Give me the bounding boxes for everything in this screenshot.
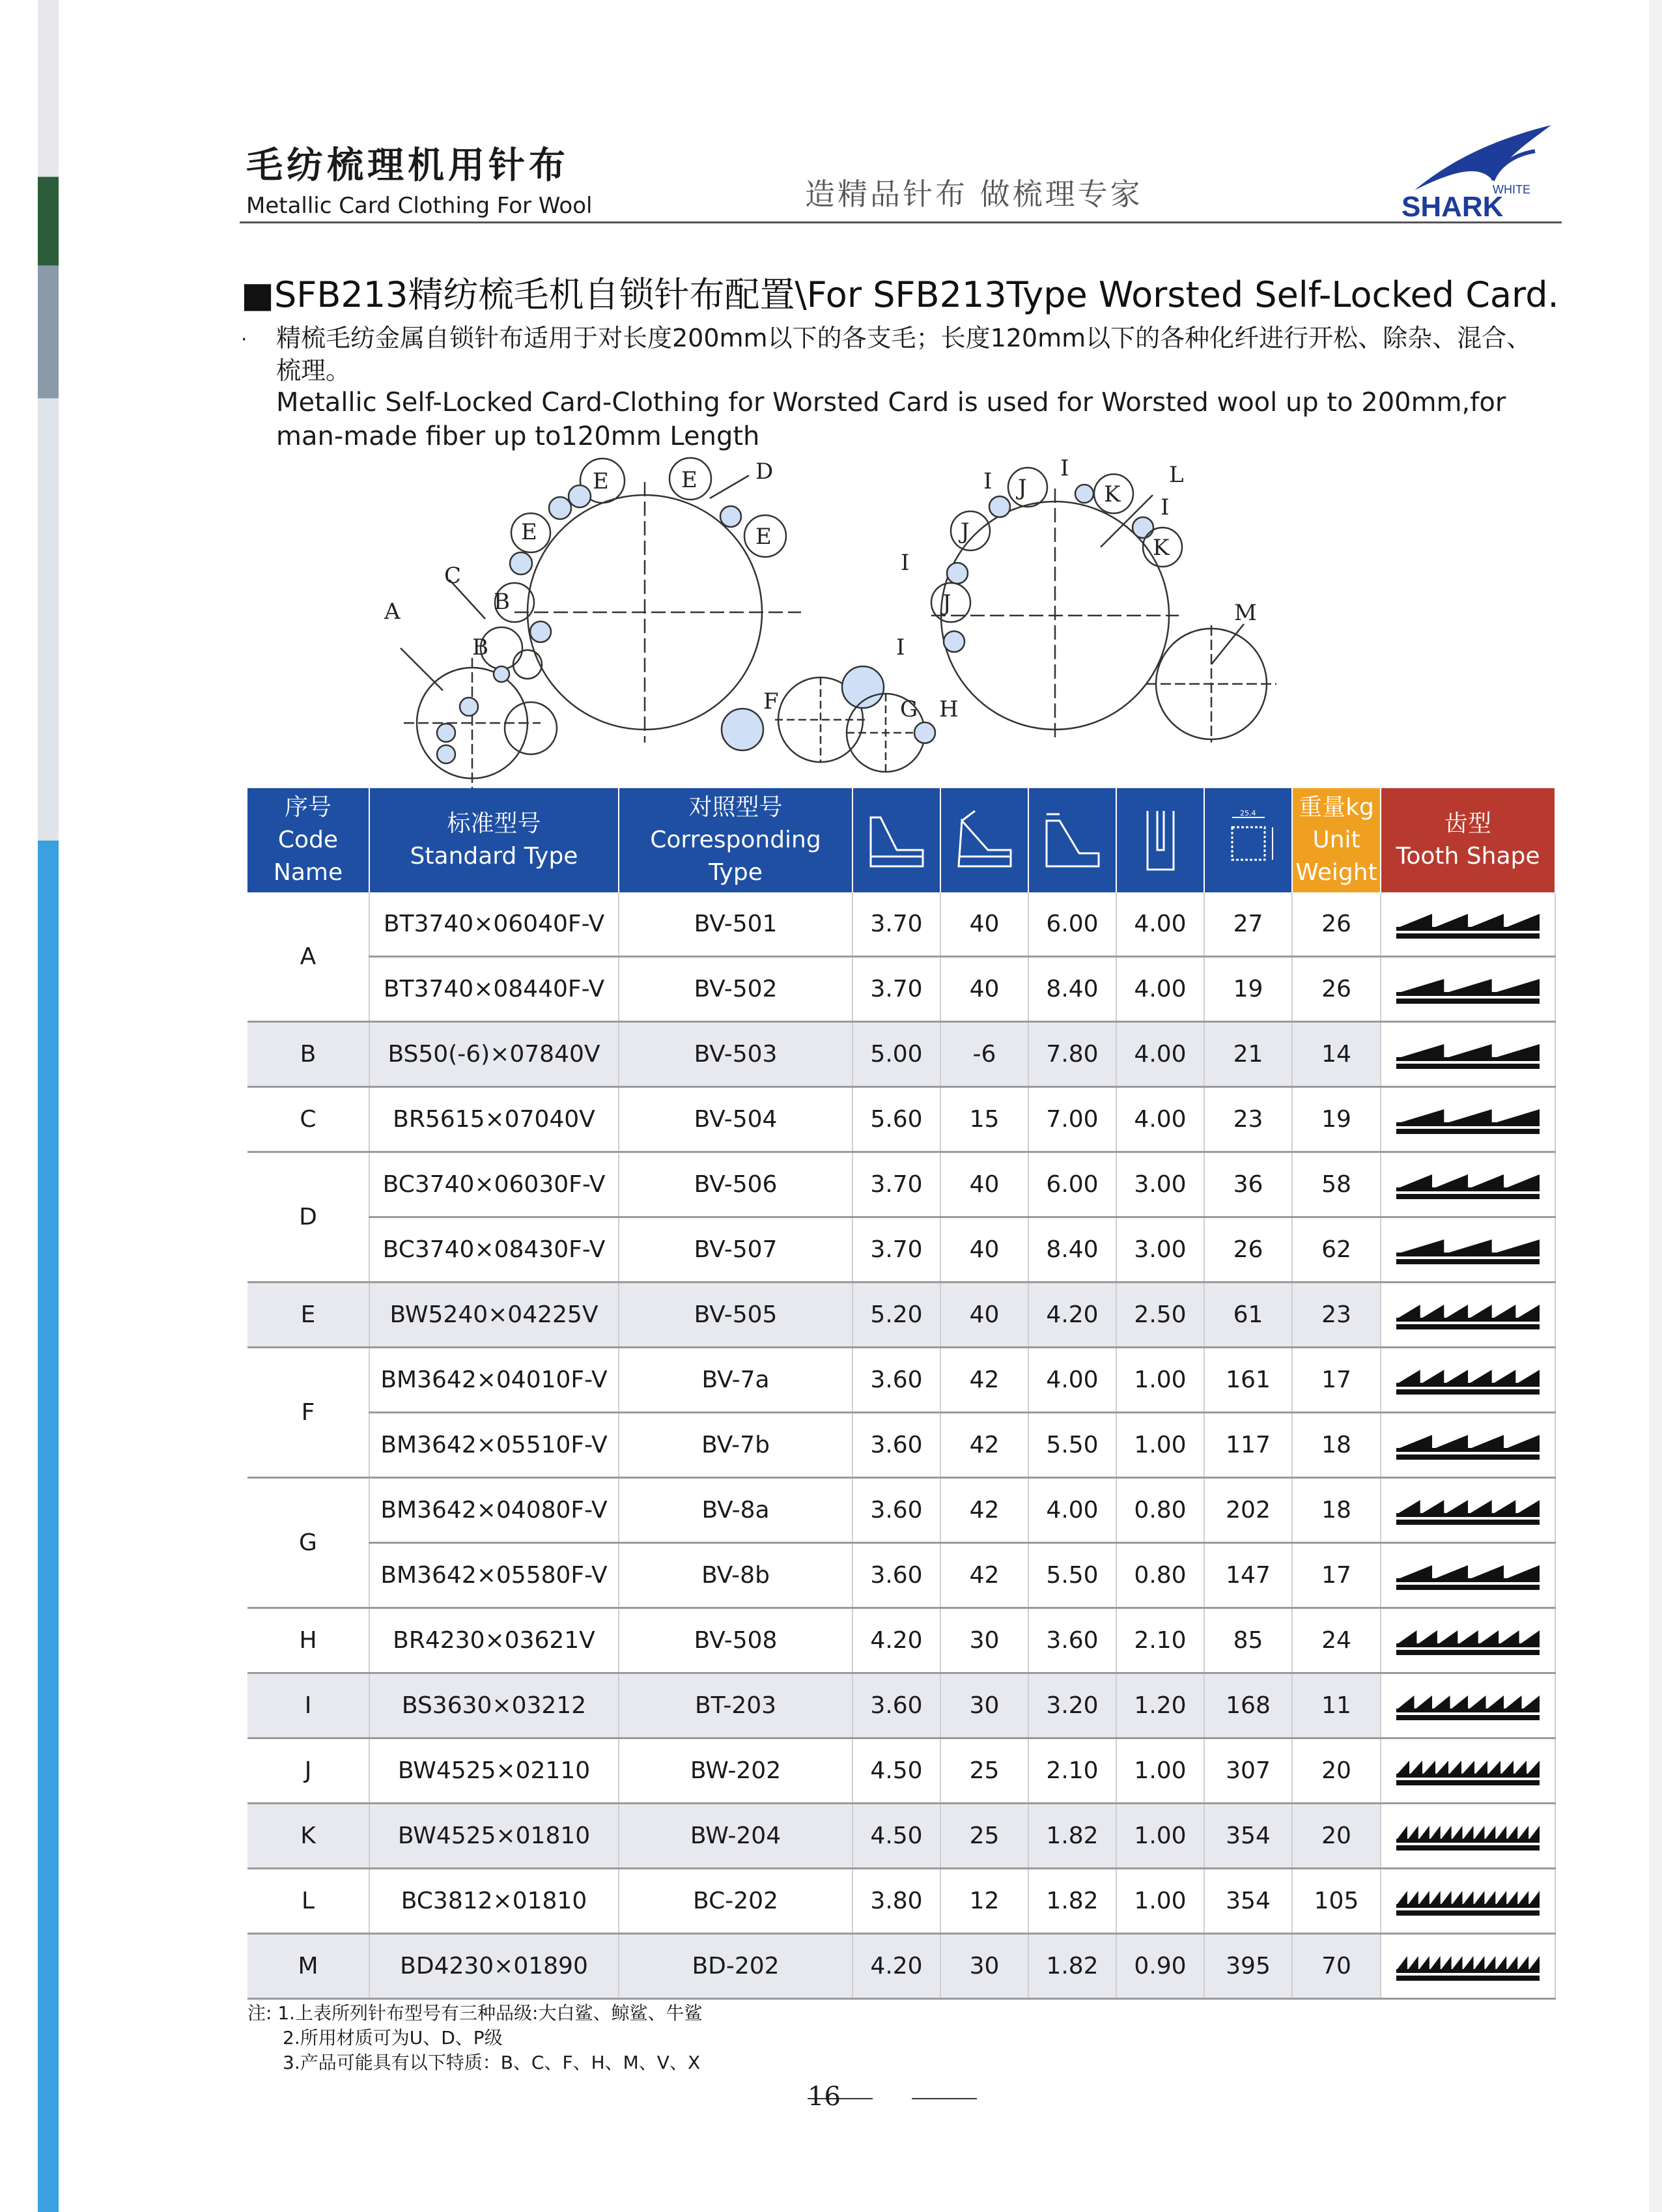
cell-standard-type: BS50(-6)×07840V (369, 1022, 619, 1087)
cell-angle: 30 (940, 1608, 1028, 1673)
svg-text:A: A (384, 599, 401, 625)
cell-density: 354 (1204, 1804, 1292, 1869)
cell-density: 147 (1204, 1543, 1292, 1608)
cell-angle: 25 (940, 1804, 1028, 1869)
cell-w: 3.00 (1116, 1152, 1204, 1217)
cell-pitch: 3.20 (1028, 1673, 1116, 1738)
svg-text:E: E (755, 524, 772, 550)
cell-h: 3.60 (852, 1348, 940, 1413)
tooth-shape-icon (1396, 905, 1540, 944)
tooth-shape-icon (1396, 1491, 1540, 1530)
cell-pitch: 4.20 (1028, 1283, 1116, 1348)
cell-tooth-shape (1381, 1087, 1555, 1152)
svg-text:G: G (900, 696, 918, 722)
cell-tooth-shape (1381, 1608, 1555, 1673)
cell-w: 0.80 (1116, 1543, 1204, 1608)
page-number-rule-right (912, 2098, 977, 2099)
cell-weight: 17 (1292, 1543, 1381, 1608)
table-row (247, 1022, 1555, 1087)
cell-ref: BW-204 (619, 1804, 852, 1869)
svg-text:K: K (1153, 535, 1170, 561)
cell-w: 4.00 (1116, 1022, 1204, 1087)
cell-ref: BD-202 (619, 1934, 852, 1999)
cell-density: 21 (1204, 1022, 1292, 1087)
cell-density: 19 (1204, 957, 1292, 1022)
cell-angle: 12 (940, 1869, 1028, 1934)
header-density-icon (1204, 788, 1292, 892)
svg-text:I: I (983, 468, 993, 494)
cell-ref: BV-8a (619, 1478, 852, 1543)
cell-angle: 40 (940, 1217, 1028, 1283)
cell-ref: BV-7b (619, 1413, 852, 1478)
cell-angle: 42 (940, 1413, 1028, 1478)
cell-standard-type: BM3642×05580F-V (369, 1543, 619, 1608)
cell-w: 2.50 (1116, 1283, 1204, 1348)
cell-ref: BV-7a (619, 1348, 852, 1413)
table-row (247, 1804, 1555, 1869)
table-row (247, 1152, 1555, 1217)
tooth-shape-icon (1396, 1426, 1540, 1465)
cell-w: 3.00 (1116, 1217, 1204, 1283)
svg-text:J: J (942, 590, 951, 616)
cell-code: H (247, 1608, 369, 1673)
tooth-shape-icon (1396, 1100, 1540, 1139)
cell-weight: 17 (1292, 1348, 1381, 1413)
svg-text:I: I (1060, 455, 1069, 481)
cell-code: F (247, 1348, 369, 1478)
table-row (247, 957, 1555, 1022)
svg-text:I: I (896, 634, 905, 660)
cell-weight: 26 (1292, 892, 1381, 957)
cell-density: 85 (1204, 1608, 1292, 1673)
cell-weight: 14 (1292, 1022, 1381, 1087)
cell-w: 1.20 (1116, 1673, 1204, 1738)
cell-code: B (247, 1022, 369, 1087)
cell-density: 395 (1204, 1934, 1292, 1999)
cell-ref: BV-502 (619, 957, 852, 1022)
cell-h: 5.60 (852, 1087, 940, 1152)
cell-tooth-shape (1381, 1804, 1555, 1869)
cell-h: 3.60 (852, 1478, 940, 1543)
cell-density: 61 (1204, 1283, 1292, 1348)
cell-pitch: 5.50 (1028, 1413, 1116, 1478)
cell-h: 3.70 (852, 957, 940, 1022)
header-code: 序号 Code Name (247, 788, 369, 892)
card-machine-diagram (365, 449, 1289, 788)
cell-code: M (247, 1934, 369, 1999)
cell-standard-type: BW4525×01810 (369, 1804, 619, 1869)
cell-code: K (247, 1804, 369, 1869)
cell-tooth-shape (1381, 1283, 1555, 1348)
header-corresponding: 对照型号 Corresponding Type (619, 788, 852, 892)
cell-standard-type: BT3740×08440F-V (369, 957, 619, 1022)
cell-ref: BV-508 (619, 1608, 852, 1673)
header-title-cn: 毛纺梳理机用针布 (246, 144, 569, 187)
cell-standard-type: BM3642×04010F-V (369, 1348, 619, 1413)
cell-tooth-shape (1381, 892, 1555, 957)
cell-pitch: 7.80 (1028, 1022, 1116, 1087)
cell-h: 3.70 (852, 1217, 940, 1283)
tooth-shape-icon (1396, 1165, 1540, 1204)
cell-weight: 58 (1292, 1152, 1381, 1217)
table-row (247, 1869, 1555, 1934)
cell-standard-type: BM3642×04080F-V (369, 1478, 619, 1543)
cell-ref: BT-203 (619, 1673, 852, 1738)
table-row (247, 892, 1555, 957)
cell-w: 4.00 (1116, 957, 1204, 1022)
cell-angle: 25 (940, 1738, 1028, 1804)
intro-cn: 精梳毛纺金属自锁针布适用于对长度200mm以下的各支毛；长度120mm以下的各种化纤进行开松、除杂、混合、梳理。 (276, 324, 1532, 385)
footnotes (247, 2001, 703, 2075)
cell-angle: 40 (940, 892, 1028, 957)
cell-standard-type: BS3630×03212 (369, 1673, 619, 1738)
cell-h: 3.60 (852, 1543, 940, 1608)
table-row (247, 1738, 1555, 1804)
cell-density: 117 (1204, 1413, 1292, 1478)
cell-tooth-shape (1381, 1543, 1555, 1608)
tooth-shape-icon (1396, 1230, 1540, 1269)
cell-weight: 11 (1292, 1673, 1381, 1738)
svg-text:J: J (961, 518, 970, 545)
cell-pitch: 7.00 (1028, 1087, 1116, 1152)
cell-tooth-shape (1381, 1348, 1555, 1413)
logo-top-text: WHITE (1493, 183, 1530, 196)
header-angle-icon (940, 788, 1028, 892)
cell-h: 3.60 (852, 1413, 940, 1478)
table-row (247, 1283, 1555, 1348)
cell-tooth-shape (1381, 1478, 1555, 1543)
cell-density: 23 (1204, 1087, 1292, 1152)
cell-tooth-shape (1381, 1022, 1555, 1087)
cell-standard-type: BC3740×08430F-V (369, 1217, 619, 1283)
note-2: 2.所用材质可为U、D、P级 (283, 2027, 503, 2049)
svg-text:L: L (1169, 462, 1184, 488)
tooth-shape-icon (1396, 1751, 1540, 1791)
header-title-en: Metallic Card Clothing For Wool (246, 193, 593, 219)
tooth-shape-icon (1396, 1361, 1540, 1400)
cell-tooth-shape (1381, 1738, 1555, 1804)
cell-h: 3.70 (852, 1152, 940, 1217)
cell-standard-type: BR5615×07040V (369, 1087, 619, 1152)
cell-angle: 40 (940, 957, 1028, 1022)
cell-density: 26 (1204, 1217, 1292, 1283)
cell-weight: 18 (1292, 1478, 1381, 1543)
cell-weight: 105 (1292, 1869, 1381, 1934)
cell-h: 4.50 (852, 1804, 940, 1869)
cell-pitch: 6.00 (1028, 1152, 1116, 1217)
cell-h: 5.20 (852, 1283, 940, 1348)
cell-density: 27 (1204, 892, 1292, 957)
cell-ref: BV-8b (619, 1543, 852, 1608)
left-edge-strip (38, 0, 59, 2212)
table-row (247, 1087, 1555, 1152)
table-row (247, 1478, 1555, 1543)
svg-text:E: E (521, 519, 537, 545)
cell-weight: 19 (1292, 1087, 1381, 1152)
table-row (247, 1348, 1555, 1413)
cell-tooth-shape (1381, 1217, 1555, 1283)
tooth-shape-icon (1396, 1817, 1540, 1856)
cell-h: 4.20 (852, 1608, 940, 1673)
cell-w: 0.80 (1116, 1478, 1204, 1543)
svg-text:I: I (901, 550, 910, 576)
cell-tooth-shape (1381, 1673, 1555, 1738)
cell-tooth-shape (1381, 957, 1555, 1022)
cell-ref: BC-202 (619, 1869, 852, 1934)
logo-main-text: SHARK (1401, 191, 1504, 223)
cell-pitch: 8.40 (1028, 1217, 1116, 1283)
cell-tooth-shape (1381, 1934, 1555, 1999)
right-edge-shadow (1649, 0, 1662, 2212)
cell-w: 1.00 (1116, 1869, 1204, 1934)
cell-density: 202 (1204, 1478, 1292, 1543)
cell-angle: 30 (940, 1673, 1028, 1738)
cell-code: D (247, 1152, 369, 1283)
cell-tooth-shape (1381, 1869, 1555, 1934)
cell-weight: 70 (1292, 1934, 1381, 1999)
cell-ref: BV-507 (619, 1217, 852, 1283)
cell-pitch: 4.00 (1028, 1478, 1116, 1543)
cell-h: 3.60 (852, 1673, 940, 1738)
cell-pitch: 1.82 (1028, 1804, 1116, 1869)
cell-ref: BW-202 (619, 1738, 852, 1804)
cell-w: 1.00 (1116, 1413, 1204, 1478)
cell-ref: BV-503 (619, 1022, 852, 1087)
page-number: 16 (808, 2082, 841, 2112)
tooth-shape-icon (1396, 1556, 1540, 1595)
cell-standard-type: BW4525×02110 (369, 1738, 619, 1804)
svg-text:D: D (755, 459, 774, 485)
header-rule (240, 221, 1562, 223)
cell-density: 168 (1204, 1673, 1292, 1738)
cell-angle: 15 (940, 1087, 1028, 1152)
cell-ref: BV-501 (619, 892, 852, 957)
cell-h: 4.50 (852, 1738, 940, 1804)
cell-code: I (247, 1673, 369, 1738)
cell-standard-type: BT3740×06040F-V (369, 892, 619, 957)
tooth-shape-icon (1396, 1296, 1540, 1335)
cell-density: 354 (1204, 1869, 1292, 1934)
cell-standard-type: BM3642×05510F-V (369, 1413, 619, 1478)
cell-pitch: 4.00 (1028, 1348, 1116, 1413)
bullet-dot: · (241, 328, 247, 351)
header-slogan: 造精品针布 做梳理专家 (805, 177, 1143, 212)
cell-code: J (247, 1738, 369, 1804)
svg-text:J: J (1018, 475, 1027, 501)
cell-h: 3.80 (852, 1869, 940, 1934)
cell-h: 4.20 (852, 1934, 940, 1999)
table-row (247, 1608, 1555, 1673)
cell-pitch: 2.10 (1028, 1738, 1116, 1804)
cell-density: 36 (1204, 1152, 1292, 1217)
cell-h: 3.70 (852, 892, 940, 957)
cell-angle: 40 (940, 1152, 1028, 1217)
cell-code: L (247, 1869, 369, 1934)
note-1: 注: 1.上表所列针布型号有三种品级:大白鲨、鲸鲨、牛鲨 (247, 2002, 703, 2024)
header-tooth-shape: 齿型 Tooth Shape (1381, 788, 1555, 892)
svg-text:C: C (444, 563, 462, 589)
cell-tooth-shape (1381, 1152, 1555, 1217)
cell-weight: 18 (1292, 1413, 1381, 1478)
table-header-row (247, 788, 1555, 892)
cell-h: 5.00 (852, 1022, 940, 1087)
cell-standard-type: BC3812×01810 (369, 1869, 619, 1934)
header-width-icon (1116, 788, 1204, 892)
cell-pitch: 5.50 (1028, 1543, 1116, 1608)
cell-standard-type: BR4230×03621V (369, 1608, 619, 1673)
tooth-shape-icon (1396, 1035, 1540, 1074)
spec-table (247, 788, 1556, 2000)
cell-standard-type: BC3740×06030F-V (369, 1152, 619, 1217)
cell-weight: 62 (1292, 1217, 1381, 1283)
cell-density: 307 (1204, 1738, 1292, 1804)
tooth-shape-icon (1396, 970, 1540, 1009)
table-row (247, 1543, 1555, 1608)
tooth-shape-icon (1396, 1882, 1540, 1921)
cell-standard-type: BD4230×01890 (369, 1934, 619, 1999)
cell-weight: 20 (1292, 1738, 1381, 1804)
header-standard: 标准型号 Standard Type (369, 788, 619, 892)
cell-weight: 23 (1292, 1283, 1381, 1348)
cell-code: E (247, 1283, 369, 1348)
header-weight: 重量kg Unit Weight (1292, 788, 1381, 892)
note-3: 3.产品可能具有以下特质：B、C、F、H、M、V、X (283, 2052, 701, 2073)
table-row (247, 1413, 1555, 1478)
tooth-shape-icon (1396, 1621, 1540, 1660)
svg-text:I: I (1161, 494, 1170, 520)
cell-w: 0.90 (1116, 1934, 1204, 1999)
svg-text:H: H (939, 696, 959, 722)
cell-code: G (247, 1478, 369, 1608)
cell-angle: 30 (940, 1934, 1028, 1999)
svg-text:M: M (1234, 600, 1257, 626)
table-row (247, 1934, 1555, 1999)
cell-pitch: 1.82 (1028, 1869, 1116, 1934)
header-height-icon (852, 788, 940, 892)
cell-pitch: 6.00 (1028, 892, 1116, 957)
svg-text:K: K (1104, 481, 1121, 507)
cell-tooth-shape (1381, 1413, 1555, 1478)
cell-weight: 24 (1292, 1608, 1381, 1673)
svg-text:25.4: 25.4 (1239, 809, 1256, 817)
header-pitch-icon (1028, 788, 1116, 892)
table-row (247, 1673, 1555, 1738)
svg-text:F: F (763, 688, 779, 715)
cell-code: C (247, 1087, 369, 1152)
cell-density: 161 (1204, 1348, 1292, 1413)
svg-text:E: E (681, 467, 697, 493)
cell-w: 4.00 (1116, 1087, 1204, 1152)
cell-w: 4.00 (1116, 892, 1204, 957)
cell-standard-type: BW5240×04225V (369, 1283, 619, 1348)
cell-angle: 40 (940, 1283, 1028, 1348)
svg-text:B: B (494, 589, 510, 615)
intro-en: Metallic Self-Locked Card-Clothing for Worsted Card is used for Worsted wool up to 200mm,for man-made fiber up to120mm Length (276, 388, 1506, 451)
table-row (247, 1217, 1555, 1283)
cell-ref: BV-504 (619, 1087, 852, 1152)
cell-w: 1.00 (1116, 1738, 1204, 1804)
cell-angle: 42 (940, 1478, 1028, 1543)
svg-text:B: B (472, 634, 488, 660)
cell-weight: 20 (1292, 1804, 1381, 1869)
cell-angle: 42 (940, 1543, 1028, 1608)
cell-ref: BV-505 (619, 1283, 852, 1348)
tooth-shape-icon (1396, 1947, 1540, 1986)
cell-angle: -6 (940, 1022, 1028, 1087)
cell-pitch: 3.60 (1028, 1608, 1116, 1673)
cell-w: 2.10 (1116, 1608, 1204, 1673)
cell-weight: 26 (1292, 957, 1381, 1022)
svg-text:E: E (593, 468, 609, 494)
cell-w: 1.00 (1116, 1804, 1204, 1869)
shark-logo (1395, 119, 1564, 223)
cell-ref: BV-506 (619, 1152, 852, 1217)
cell-w: 1.00 (1116, 1348, 1204, 1413)
cell-angle: 42 (940, 1348, 1028, 1413)
section-title: ■SFB213精纺梳毛机自锁针布配置\For SFB213Type Worsted Self-Locked Card. (241, 274, 1559, 315)
cell-pitch: 8.40 (1028, 957, 1116, 1022)
cell-code: A (247, 892, 369, 1022)
tooth-shape-icon (1396, 1686, 1540, 1725)
cell-pitch: 1.82 (1028, 1934, 1116, 1999)
